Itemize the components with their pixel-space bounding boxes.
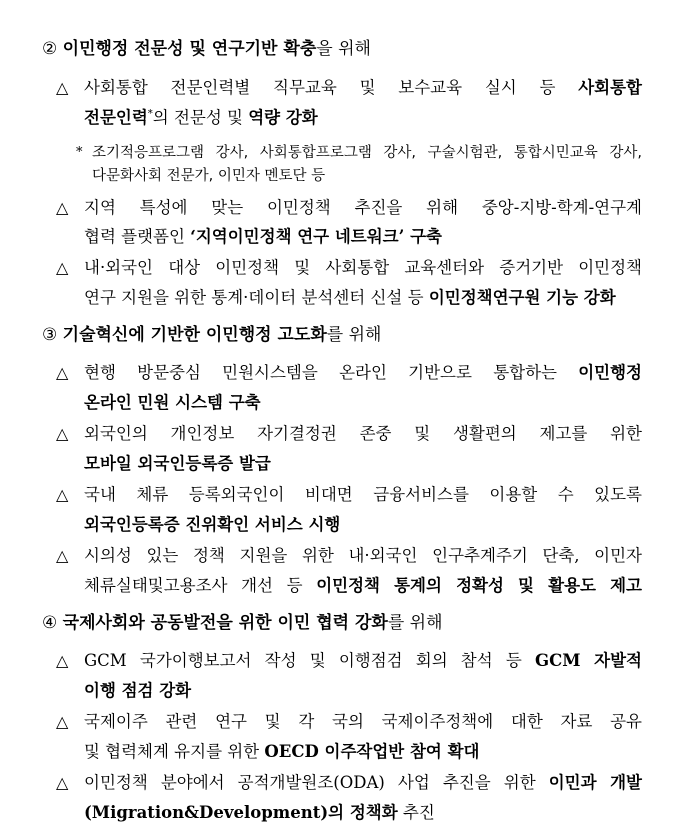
section-2-title: 이민행정 전문성 및 연구기반 확충 (62, 39, 317, 59)
triangle-bullet-icon: △ (56, 651, 69, 670)
section-2-number: ② (42, 39, 58, 59)
s3-item1-line2: 온라인 민원 시스템 구축 (84, 393, 261, 412)
section-4-number: ④ (42, 613, 58, 633)
section-2-suffix: 을 위해 (316, 39, 371, 59)
s3-item3-line2: 외국인등록증 진위확인 서비스 시행 (84, 515, 341, 534)
s2-item1-line2: 전문인력*의 전문성 및 역량 강화 (84, 108, 318, 127)
s2-item3-line2: 연구 지원을 위한 통계·데이터 분석센터 신설 등 이민정책연구원 기능 강화 (84, 288, 616, 307)
s2-item1-line1: 사회통합 전문인력별 직무교육 및 보수교육 실시 등 사회통합 (84, 78, 642, 97)
s4-item2-line2: 및 협력체계 유지를 위한 OECD 이주작업반 참여 확대 (84, 742, 480, 761)
section-4-title: 국제사회와 공동발전을 위한 이민 협력 강화 (62, 613, 388, 633)
s4-item3-line1: 이민정책 분야에서 공적개발원조(ODA) 사업 추진을 위한 이민과 개발 (84, 773, 642, 792)
s3-item3-line1: 국내 체류 등록외국인이 비대면 금융서비스를 이용할 수 있도록 (84, 485, 642, 504)
s2-note-line1: 조기적응프로그램 강사, 사회통합프로그램 강사, 구술시험관, 통합시민교육 강사, (92, 145, 642, 161)
s2-item2-line2: 협력 플랫폼인 ‘지역이민정책 연구 네트워크’ 구축 (84, 227, 442, 246)
triangle-bullet-icon: △ (56, 363, 69, 382)
s3-item2-line1: 외국인의 개인정보 자기결정권 존중 및 생활편의 제고를 위한 (84, 424, 642, 443)
s4-item3-line2: (Migration&Development)의 정책화 추진 (84, 803, 435, 822)
triangle-bullet-icon: △ (56, 424, 69, 443)
s3-item4-line2: 체류실태및고용조사 개선 등 이민정책 통계의 정확성 및 활용도 제고 (84, 576, 642, 595)
asterisk-note-icon: * (76, 145, 83, 160)
triangle-bullet-icon: △ (56, 712, 69, 731)
s2-note-line2: 다문화사회 전문가, 이민자 멘토단 등 (92, 168, 326, 184)
section-3-suffix: 를 위해 (326, 325, 382, 345)
triangle-bullet-icon: △ (56, 198, 69, 217)
s3-item4-line1: 시의성 있는 정책 지원을 위한 내·외국인 인구추계주기 단축, 이민자 (84, 546, 642, 565)
section-3-title: 기술혁신에 기반한 이민행정 고도화 (62, 325, 327, 345)
triangle-bullet-icon: △ (56, 546, 69, 565)
triangle-bullet-icon: △ (56, 78, 69, 97)
s4-item2-line1: 국제이주 관련 연구 및 각 국의 국제이주정책에 대한 자료 공유 (84, 712, 642, 731)
s4-item1-line2: 이행 점검 강화 (84, 681, 192, 700)
triangle-bullet-icon: △ (56, 258, 69, 277)
section-4-suffix: 를 위해 (387, 613, 443, 633)
triangle-bullet-icon: △ (56, 485, 69, 504)
section-3-heading (42, 324, 381, 346)
s4-item1-line1: GCM 국가이행보고서 작성 및 이행점검 회의 참석 등 GCM 자발적 (84, 651, 642, 670)
s3-item2-line2: 모바일 외국인등록증 발급 (84, 454, 271, 473)
section-3-number: ③ (42, 325, 58, 345)
section-2-heading (42, 38, 371, 60)
section-4-heading (42, 612, 443, 634)
triangle-bullet-icon: △ (56, 773, 69, 792)
s2-item2-line1: 지역 특성에 맞는 이민정책 추진을 위해 중앙-지방-학계-연구계 (84, 198, 642, 217)
s3-item1-line1: 현행 방문중심 민원시스템을 온라인 기반으로 통합하는 이민행정 (84, 363, 642, 382)
s2-item3-line1: 내·외국인 대상 이민정책 및 사회통합 교육센터와 증거기반 이민정책 (84, 258, 642, 277)
